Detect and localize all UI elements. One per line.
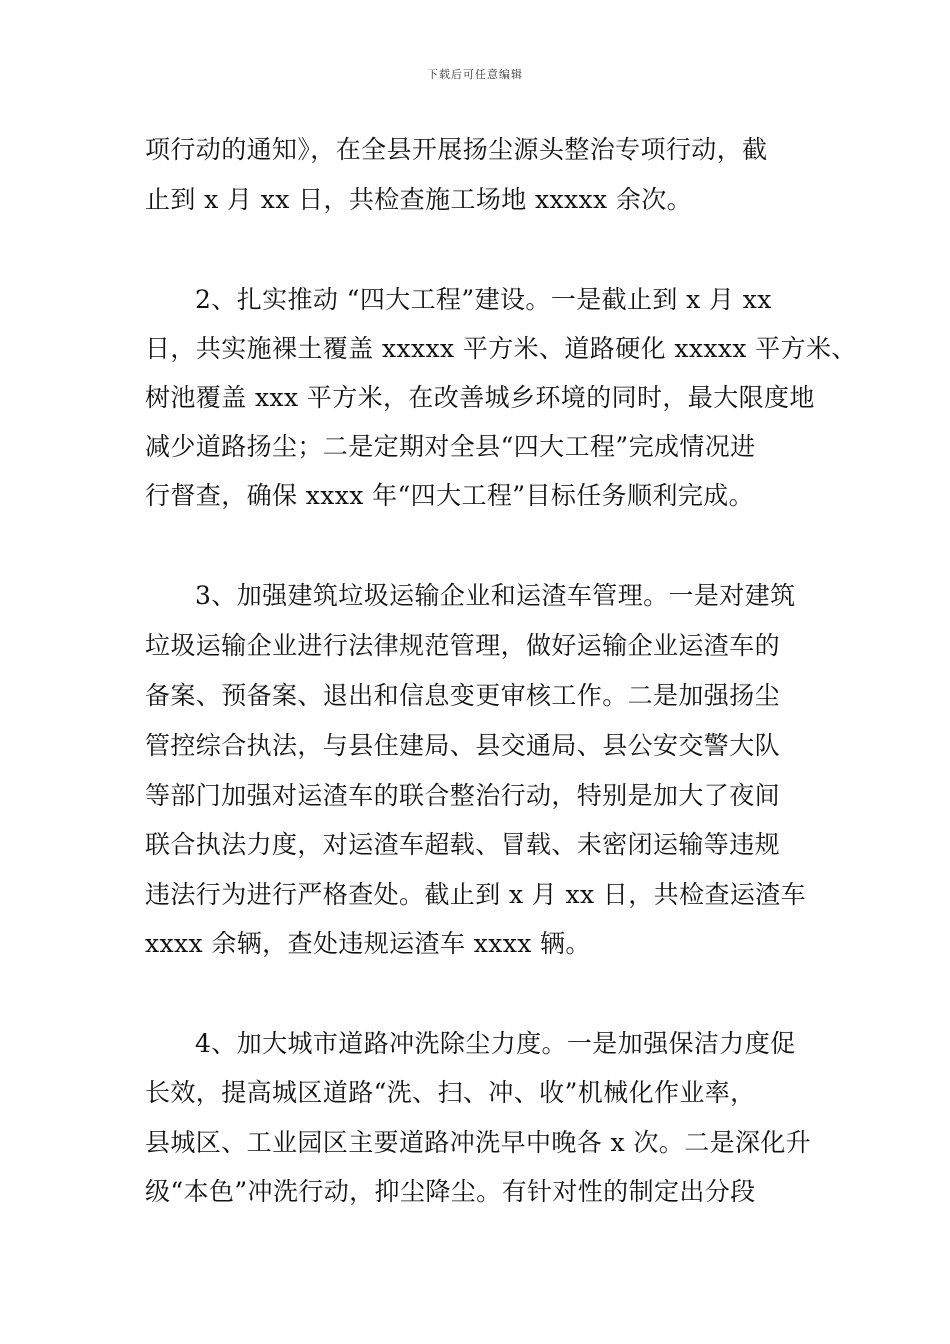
- paragraph-4-line-1: 4、加大城市道路冲洗除尘力度。一是加强保洁力度促: [195, 1029, 796, 1058]
- paragraph-3-line-1: 3、加强建筑垃圾运输企业和运渣车管理。一是对建筑: [195, 581, 796, 610]
- paragraph-3-line-7: 违法行为进行严格查处。截止到 x 月 xx 日，共检查运渣车: [145, 880, 807, 909]
- paragraph-4-line-3: 县城区、工业园区主要道路冲洗早中晚各 x 次。二是深化升: [145, 1128, 812, 1157]
- paragraph-2-line-2: 日，共实施裸土覆盖 xxxxx 平方米、道路硬化 xxxxx 平方米、: [145, 334, 857, 363]
- page-header: 下载后可任意编辑: [427, 68, 523, 81]
- paragraph-4-line-4: 级“本色”冲洗行动，抑尘降尘。有针对性的制定出分段: [145, 1177, 756, 1206]
- paragraph-3-line-5: 等部门加强对运渣车的联合整治行动，特别是加大了夜间: [145, 781, 781, 810]
- paragraph-2-line-1: 2、扎实推动 “四大工程”建设。一是截止到 x 月 xx: [195, 285, 772, 314]
- paragraph-3-line-2: 垃圾运输企业进行法律规范管理，做好运输企业运渣车的: [145, 631, 781, 660]
- paragraph-1-line-1: 项行动的通知》，在全县开展扬尘源头整治专项行动，截: [145, 135, 768, 164]
- paragraph-2-line-5: 行督查，确保 xxxx 年“四大工程”目标任务顺利完成。: [145, 481, 755, 510]
- paragraph-3-line-6: 联合执法力度，对运渣车超载、冒载、未密闭运输等违规: [145, 830, 781, 859]
- paragraph-3-line-3: 备案、预备案、退出和信息变更审核工作。二是加强扬尘: [145, 681, 781, 710]
- paragraph-1-line-2: 止到 x 月 xx 日，共检查施工场地 xxxxx 余次。: [145, 185, 693, 214]
- paragraph-4-line-2: 长效，提高城区道路“洗、扫、冲、收”机械化作业率，: [145, 1078, 756, 1107]
- paragraph-3-line-8: xxxx 余辆，查处违规运渣车 xxxx 辆。: [145, 929, 591, 958]
- paragraph-3-line-4: 管控综合执法，与县住建局、县交通局、县公安交警大队: [145, 731, 781, 760]
- paragraph-2-line-3: 树池覆盖 xxx 平方米，在改善城乡环境的同时，最大限度地: [145, 383, 815, 412]
- paragraph-2-line-4: 减少道路扬尘；二是定期对全县“四大工程”完成情况进: [145, 432, 756, 461]
